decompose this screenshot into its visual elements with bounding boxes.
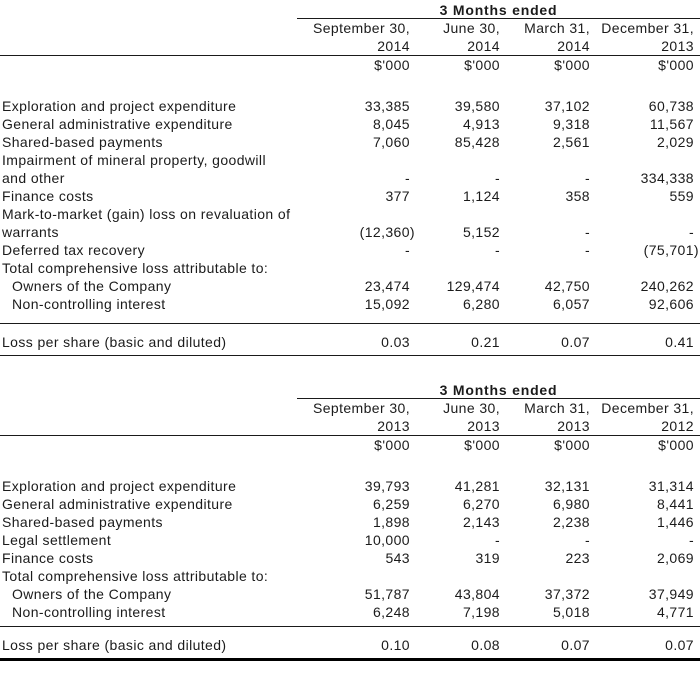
column-date: December 31, bbox=[601, 400, 694, 416]
units-row bbox=[0, 55, 700, 75]
cell-value bbox=[297, 205, 416, 223]
table-body-gap bbox=[0, 455, 700, 477]
cell-value bbox=[506, 567, 596, 585]
cell-value: 0.03 bbox=[381, 334, 410, 350]
column-date: June 30, bbox=[443, 20, 500, 36]
cell-value: 0.07 bbox=[665, 637, 694, 653]
cell-value: 8,441 bbox=[656, 496, 694, 512]
cell-value: 85,428 bbox=[454, 134, 500, 150]
cell-value: 37,949 bbox=[648, 586, 694, 602]
cell-value: 2,029 bbox=[656, 134, 694, 150]
period-header-row bbox=[0, 382, 700, 399]
row-label: Total comprehensive loss attributable to: bbox=[2, 260, 269, 276]
row-exploration-expenditure bbox=[0, 477, 700, 495]
row-owners-of-company bbox=[0, 585, 700, 603]
cell-value: 358 bbox=[565, 188, 590, 204]
row-label: Deferred tax recovery bbox=[2, 242, 146, 258]
cell-value: 0.07 bbox=[561, 637, 590, 653]
cell-value: 9,318 bbox=[552, 116, 590, 132]
row-label: Total comprehensive loss attributable to: bbox=[2, 568, 269, 584]
cell-value: 10,000 bbox=[364, 532, 410, 548]
row-label: General administrative expenditure bbox=[2, 496, 233, 512]
row-general-admin-expenditure bbox=[0, 495, 700, 513]
cell-value: 43,804 bbox=[454, 586, 500, 602]
cell-value: 0.41 bbox=[665, 334, 694, 350]
cell-value: 2,069 bbox=[656, 550, 694, 566]
column-date: March 31, bbox=[524, 400, 590, 416]
cell-value: 129,474 bbox=[446, 278, 500, 294]
cell-value: - bbox=[584, 224, 590, 240]
row-exploration-expenditure bbox=[0, 97, 700, 115]
cell-value: 543 bbox=[385, 550, 410, 566]
cell-value: 60,738 bbox=[648, 98, 694, 114]
column-date: December 31, bbox=[601, 20, 694, 36]
row-label: Impairment of mineral property, goodwill bbox=[2, 152, 266, 168]
cell-value: 2,143 bbox=[462, 514, 500, 530]
period-header-label: 3 Months ended bbox=[297, 2, 700, 19]
column-date: September 30, bbox=[312, 20, 410, 36]
row-label: Mark-to-market (gain) loss on revaluation of bbox=[2, 206, 291, 222]
column-date: June 30, bbox=[443, 400, 500, 416]
row-label: Shared-based payments bbox=[2, 134, 163, 150]
units-label: $'000 bbox=[554, 437, 590, 453]
cell-value bbox=[416, 205, 506, 223]
cell-value: - bbox=[494, 532, 500, 548]
cell-value: - bbox=[584, 532, 590, 548]
cell-value bbox=[506, 259, 596, 277]
cell-value: 7,060 bbox=[372, 134, 410, 150]
row-finance-costs bbox=[0, 187, 700, 205]
units-label: $'000 bbox=[374, 57, 410, 73]
row-mark-to-market-line2 bbox=[0, 223, 700, 241]
cell-value: 6,280 bbox=[462, 296, 500, 312]
units-spacer bbox=[0, 436, 297, 455]
cell-value: 0.21 bbox=[471, 334, 500, 350]
cell-value: 37,102 bbox=[544, 98, 590, 114]
cell-value: 319 bbox=[475, 550, 500, 566]
cell-value: 6,057 bbox=[552, 296, 590, 312]
column-header-spacer bbox=[0, 37, 297, 55]
cell-value: 1,446 bbox=[656, 514, 694, 530]
row-total-comprehensive-loss-heading bbox=[0, 259, 700, 277]
row-label: Loss per share (basic and diluted) bbox=[2, 334, 227, 350]
column-date: September 30, bbox=[312, 400, 410, 416]
cell-value: - bbox=[494, 170, 500, 186]
cell-value bbox=[596, 205, 700, 223]
row-label: Loss per share (basic and diluted) bbox=[2, 637, 227, 653]
column-year: 2013 bbox=[377, 418, 410, 434]
units-label: $'000 bbox=[658, 437, 694, 453]
cell-value: 23,474 bbox=[364, 278, 410, 294]
cell-value: - bbox=[404, 170, 410, 186]
cell-value: 41,281 bbox=[454, 478, 500, 494]
cell-value: 6,259 bbox=[372, 496, 410, 512]
cell-value: 8,045 bbox=[372, 116, 410, 132]
cell-value: 39,580 bbox=[454, 98, 500, 114]
quarterly-results-table-2013 bbox=[0, 382, 700, 661]
row-finance-costs bbox=[0, 549, 700, 567]
period-header-row bbox=[0, 2, 700, 19]
column-year: 2014 bbox=[467, 38, 500, 54]
cell-value: (75,701) bbox=[643, 242, 699, 258]
cell-value bbox=[297, 151, 416, 169]
units-label: $'000 bbox=[374, 437, 410, 453]
units-row bbox=[0, 435, 700, 455]
cell-value: - bbox=[404, 242, 410, 258]
cell-value: 377 bbox=[385, 188, 410, 204]
units-label: $'000 bbox=[464, 437, 500, 453]
cell-value bbox=[297, 259, 416, 277]
column-date: March 31, bbox=[524, 20, 590, 36]
cell-value bbox=[416, 151, 506, 169]
row-label: Shared-based payments bbox=[2, 514, 163, 530]
row-label: Owners of the Company bbox=[12, 278, 172, 294]
column-year: 2013 bbox=[557, 418, 590, 434]
row-legal-settlement bbox=[0, 531, 700, 549]
row-label: Non-controlling interest bbox=[12, 604, 166, 620]
cell-value: 4,913 bbox=[462, 116, 500, 132]
cell-value: 32,131 bbox=[544, 478, 590, 494]
cell-value: 51,787 bbox=[364, 586, 410, 602]
period-header-label: 3 Months ended bbox=[297, 382, 700, 399]
column-years-row bbox=[0, 37, 700, 55]
column-header-spacer bbox=[0, 19, 297, 37]
row-deferred-tax-recovery bbox=[0, 241, 700, 259]
cell-value: 7,198 bbox=[462, 604, 500, 620]
column-header-spacer bbox=[0, 417, 297, 435]
row-label: warrants bbox=[2, 224, 59, 240]
cell-value: 11,567 bbox=[649, 116, 694, 132]
units-label: $'000 bbox=[658, 57, 694, 73]
row-label: Finance costs bbox=[2, 550, 94, 566]
row-shared-based-payments bbox=[0, 513, 700, 531]
cell-value bbox=[596, 259, 700, 277]
row-label: Exploration and project expenditure bbox=[2, 478, 237, 494]
cell-value bbox=[416, 259, 506, 277]
units-label: $'000 bbox=[464, 57, 500, 73]
cell-value: 334,338 bbox=[640, 170, 694, 186]
row-label: Owners of the Company bbox=[12, 586, 172, 602]
row-label: Legal settlement bbox=[2, 532, 112, 548]
row-label: General administrative expenditure bbox=[2, 116, 233, 132]
row-owners-of-company bbox=[0, 277, 700, 295]
column-year: 2013 bbox=[467, 418, 500, 434]
cell-value: 0.08 bbox=[471, 637, 500, 653]
row-general-admin-expenditure bbox=[0, 115, 700, 133]
units-label: $'000 bbox=[554, 57, 590, 73]
row-label: and other bbox=[2, 170, 65, 186]
cell-value bbox=[506, 151, 596, 169]
row-label: Non-controlling interest bbox=[12, 296, 166, 312]
cell-value: 0.07 bbox=[561, 334, 590, 350]
cell-value: 42,750 bbox=[544, 278, 590, 294]
row-label: Finance costs bbox=[2, 188, 94, 204]
row-impairment-line1 bbox=[0, 151, 700, 169]
cell-value: (12,360) bbox=[359, 224, 415, 240]
cell-value bbox=[596, 151, 700, 169]
cell-value bbox=[297, 567, 416, 585]
column-dates-row bbox=[0, 19, 700, 37]
row-mark-to-market-line1 bbox=[0, 205, 700, 223]
cell-value: 0.10 bbox=[381, 637, 410, 653]
units-spacer bbox=[0, 56, 297, 75]
table-body-gap bbox=[0, 75, 700, 97]
cell-value: 559 bbox=[669, 188, 694, 204]
cell-value: 1,898 bbox=[372, 514, 410, 530]
column-years-row bbox=[0, 417, 700, 435]
cell-value bbox=[506, 205, 596, 223]
cell-value: 15,092 bbox=[364, 296, 410, 312]
row-impairment-line2 bbox=[0, 169, 700, 187]
cell-value: 6,248 bbox=[372, 604, 410, 620]
row-total-comprehensive-loss-heading bbox=[0, 567, 700, 585]
cell-value: 6,270 bbox=[462, 496, 500, 512]
quarterly-results-table-2014 bbox=[0, 2, 700, 356]
cell-value: - bbox=[584, 170, 590, 186]
cell-value: - bbox=[688, 532, 694, 548]
cell-value: 6,980 bbox=[552, 496, 590, 512]
cell-value bbox=[596, 567, 700, 585]
cell-value: 1,124 bbox=[462, 188, 500, 204]
cell-value: 240,262 bbox=[640, 278, 694, 294]
row-non-controlling-interest bbox=[0, 295, 700, 313]
cell-value: 223 bbox=[565, 550, 590, 566]
column-year: 2012 bbox=[661, 418, 694, 434]
column-year: 2013 bbox=[661, 38, 694, 54]
cell-value: 2,561 bbox=[552, 134, 590, 150]
cell-value: - bbox=[584, 242, 590, 258]
row-loss-per-share bbox=[0, 323, 700, 356]
period-header-spacer bbox=[0, 382, 297, 399]
column-dates-row bbox=[0, 399, 700, 417]
cell-value: 5,152 bbox=[462, 224, 500, 240]
cell-value: 92,606 bbox=[648, 296, 694, 312]
period-header-spacer bbox=[0, 2, 297, 19]
cell-value: - bbox=[688, 224, 694, 240]
cell-value: 5,018 bbox=[552, 604, 590, 620]
row-label: Exploration and project expenditure bbox=[2, 98, 237, 114]
cell-value: 39,793 bbox=[364, 478, 410, 494]
cell-value: 33,385 bbox=[364, 98, 410, 114]
column-header-spacer bbox=[0, 399, 297, 417]
cell-value bbox=[416, 567, 506, 585]
row-non-controlling-interest bbox=[0, 603, 700, 621]
cell-value: 2,238 bbox=[552, 514, 590, 530]
column-year: 2014 bbox=[557, 38, 590, 54]
cell-value: - bbox=[494, 242, 500, 258]
row-shared-based-payments bbox=[0, 133, 700, 151]
row-loss-per-share bbox=[0, 626, 700, 661]
cell-value: 31,314 bbox=[648, 478, 694, 494]
column-year: 2014 bbox=[377, 38, 410, 54]
cell-value: 4,771 bbox=[656, 604, 694, 620]
cell-value: 37,372 bbox=[544, 586, 590, 602]
